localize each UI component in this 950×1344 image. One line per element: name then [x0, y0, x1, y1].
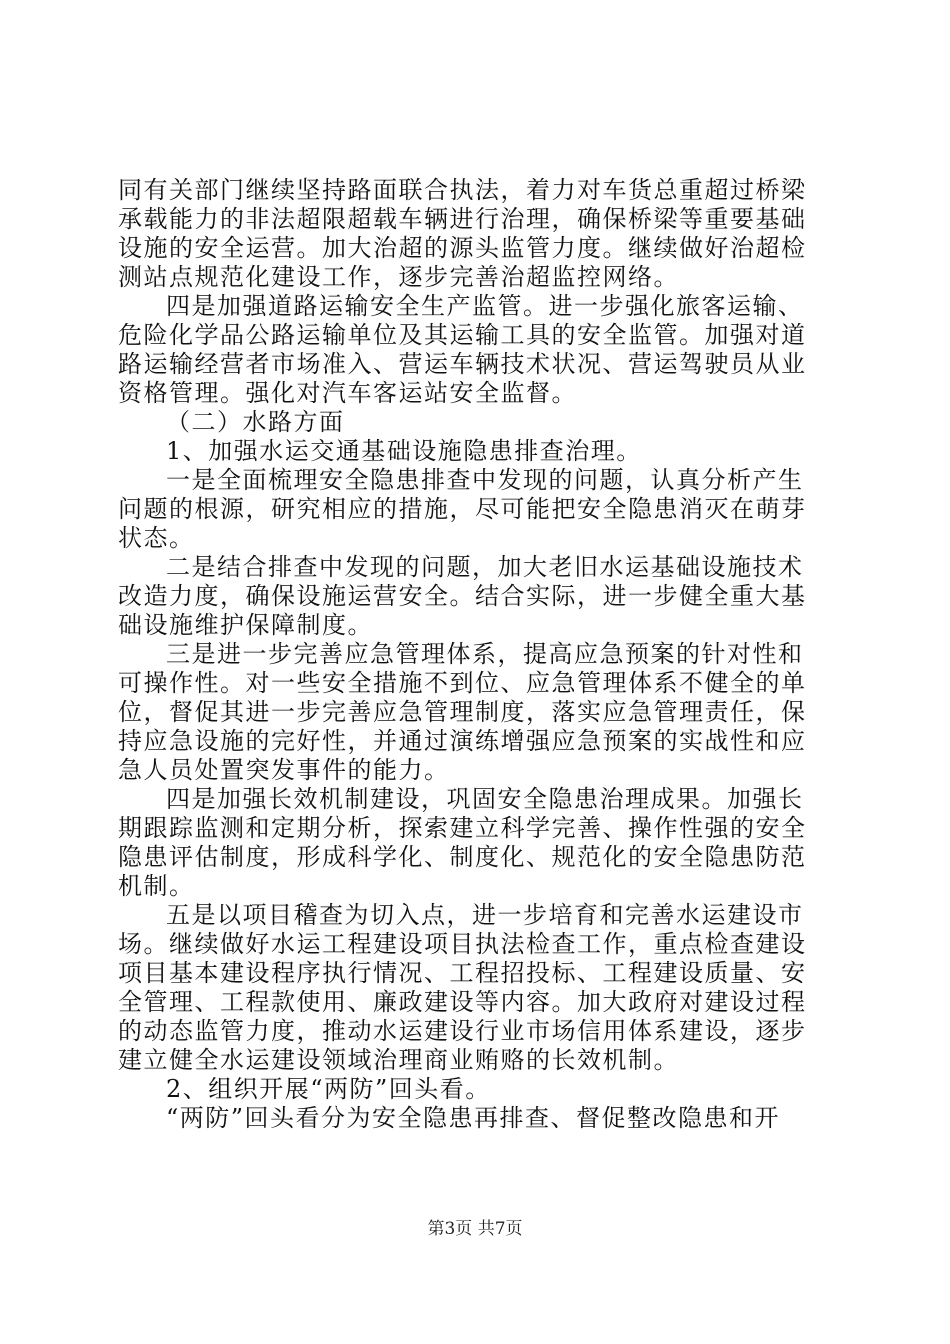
- section-heading: （二）水路方面: [166, 408, 345, 436]
- text-line: 改造力度，确保设施运营安全。结合实际，进一步健全重大基: [118, 582, 807, 610]
- text-line: 问题的根源，研究相应的措施，尽可能把安全隐患消灭在萌芽: [118, 495, 807, 523]
- text-line: 场。继续做好水运工程建设项目执法检查工作，重点检查建设: [118, 930, 807, 958]
- text-line: 期跟踪监测和定期分析，探索建立科学完善、操作性强的安全: [118, 814, 807, 842]
- paragraph-start-line: “两防”回头看分为安全隐患再排查、督促整改隐患和开: [166, 1104, 781, 1132]
- document-body: [118, 176, 838, 1133]
- text-line: 资格管理。强化对汽车客运站安全监督。: [118, 379, 577, 407]
- paragraph-start-line: 二是结合排查中发现的问题，加大老旧水运基础设施技术: [166, 553, 804, 581]
- text-line: 隐患评估制度，形成科学化、制度化、规范化的安全隐患防范: [118, 843, 807, 871]
- subsection-heading: 2、组织开展“两防”回头看。: [166, 1075, 491, 1103]
- text-line: 状态。: [118, 524, 195, 552]
- text-line: 路运输经营者市场准入、营运车辆技术状况、营运驾驶员从业: [118, 350, 807, 378]
- text-line: 急人员处置突发事件的能力。: [118, 756, 450, 784]
- text-line: 位，督促其进一步完善应急管理制度，落实应急管理责任，保: [118, 698, 807, 726]
- text-line: 的动态监管力度，推动水运建设行业市场信用体系建设，逐步: [118, 1017, 807, 1045]
- text-line: 机制。: [118, 872, 195, 900]
- paragraph-start-line: 四是加强长效机制建设，巩固安全隐患治理成果。加强长: [166, 785, 804, 813]
- paragraph-start-line: 一是全面梳理安全隐患排查中发现的问题，认真分析产生: [166, 466, 804, 494]
- text-line: 全管理、工程款使用、廉政建设等内容。加大政府对建设过程: [118, 988, 807, 1016]
- text-line: 测站点规范化建设工作，逐步完善治超监控网络。: [118, 263, 679, 291]
- paragraph-start-line: 三是进一步完善应急管理体系，提高应急预案的针对性和: [166, 640, 804, 668]
- paragraph-start-line: 五是以项目稽查为切入点，进一步培育和完善水运建设市: [166, 901, 804, 929]
- subsection-heading: 1、加强水运交通基础设施隐患排查治理。: [166, 437, 642, 465]
- text-line: 可操作性。对一些安全措施不到位、应急管理体系不健全的单: [118, 669, 807, 697]
- paragraph-start-line: 四是加强道路运输安全生产监管。进一步强化旅客运输、: [166, 292, 804, 320]
- text-line: 项目基本建设程序执行情况、工程招投标、工程建设质量、安: [118, 959, 807, 987]
- text-line: 承载能力的非法超限超载车辆进行治理，确保桥梁等重要基础: [118, 205, 807, 233]
- text-line: 设施的安全运营。加大治超的源头监管力度。继续做好治超检: [118, 234, 807, 262]
- text-line: 础设施维护保障制度。: [118, 611, 373, 639]
- text-line: 建立健全水运建设领域治理商业贿赂的长效机制。: [118, 1046, 679, 1074]
- text-line: 危险化学品公路运输单位及其运输工具的安全监管。加强对道: [118, 321, 807, 349]
- text-line: 同有关部门继续坚持路面联合执法，着力对车货总重超过桥梁: [118, 176, 807, 204]
- text-line: 持应急设施的完好性，并通过演练增强应急预案的实战性和应: [118, 727, 807, 755]
- page-footer: 第3页 共7页: [427, 1219, 523, 1239]
